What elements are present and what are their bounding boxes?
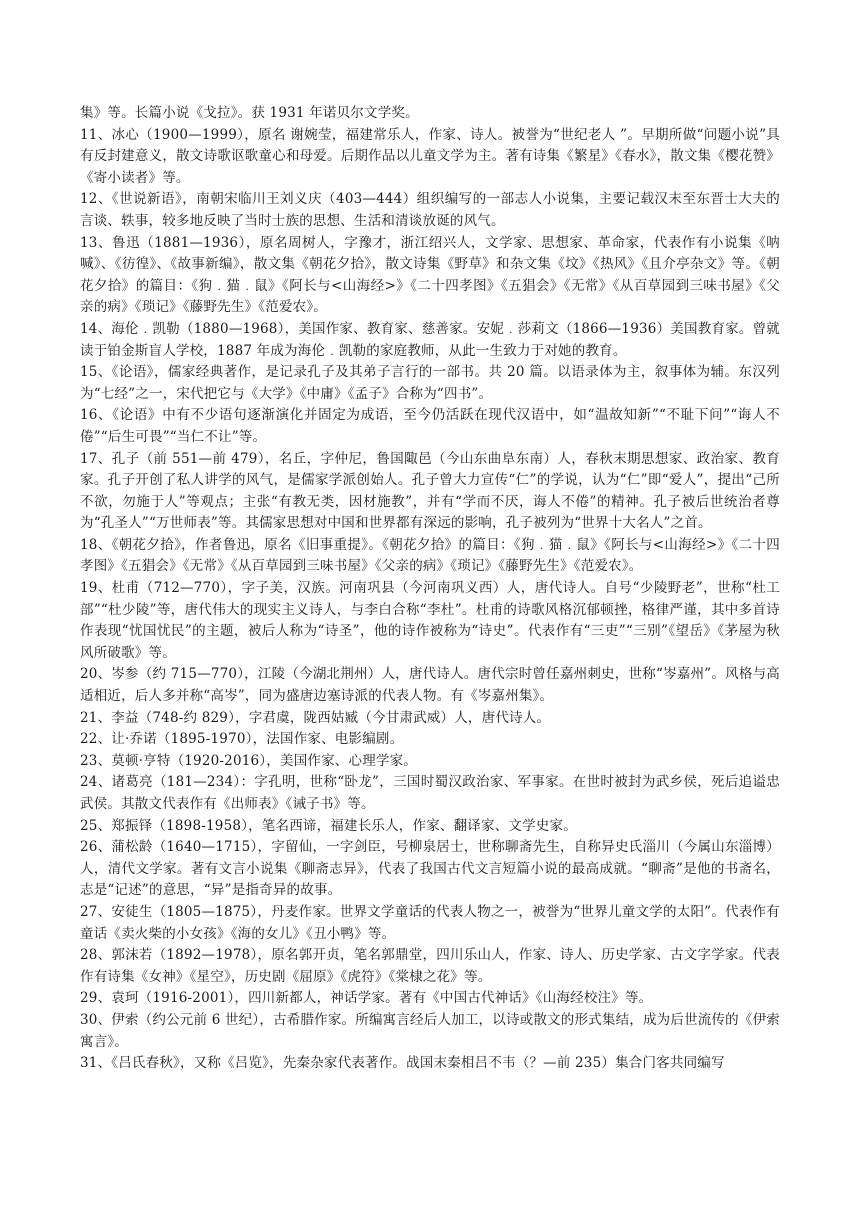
paragraph-item-25: 25、郑振铎（1898-1958），笔名西谛，福建长乐人，作家、翻译家、文学史家。	[80, 817, 577, 834]
paragraph-item-12: 12、《世说新语》，南朝宋临川王刘义庆（403—444）组织编写的一部志人小说集，主要记载汉末至东晋士大夫的言谈、轶事，较多地反映了当时士族的思想、生活和清谈放诞的风气。	[80, 191, 780, 229]
document-body	[80, 103, 780, 1075]
paragraph-continuation: 集》等。长篇小说《戈拉》。获 1931 年诺贝尔文学奖。	[80, 105, 419, 121]
paragraph-item-28: 28、郭沫若（1892—1978），原名郭开贞，笔名郭鼎堂，四川乐山人，作家、诗人、历史学家、古文字学家。代表作有诗集《女神》《星空》，历史剧《屈原》《虎符》《棠棣之花》等。	[80, 947, 780, 985]
paragraph-item-14: 14、海伦﹒凯勒（1880—1968），美国作家、教育家、慈善家。安妮﹒莎莉文（1866—1936）美国教育家。曾就读于铂金斯盲人学校，1887 年成为海伦﹒凯勒的家庭教师，从此一生致力于对她的教育。	[80, 320, 780, 359]
paragraph-item-23: 23、莫顿·亨特（1920-2016），美国作家、心理学家。	[80, 752, 417, 769]
paragraph-item-31: 31、《吕氏春秋》，又称《吕览》，先秦杂家代表著作。战国末秦相吕不韦（？—前 235）集合门客共同编写	[80, 1055, 725, 1072]
paragraph-item-16: 16、《论语》中有不少语句逐渐演化并固定为成语，至今仍活跃在现代汉语中，如“温故知新”“不耻下问”“诲人不倦”“后生可畏”“当仁不让”等。	[80, 407, 780, 445]
paragraph-item-29: 29、袁珂（1916-2001），四川新都人，神话学家。著有《中国古代神话》《山海经校注》等。	[80, 990, 653, 1007]
paragraph-item-11: 11、冰心（1900—1999），原名 谢婉莹，福建常乐人，作家、诗人。被誉为“世纪老人 ”。早期所做“问题小说”具有反封建意义，散文诗歌讴歌童心和母爱。后期作品以儿童文学为主。著有诗集《繁星》《春水》，散文集《樱花赞》《寄小读者》等。	[80, 126, 780, 186]
paragraph-item-15: 15、《论语》，儒家经典著作，是记录孔子及其弟子言行的一部书。共 20 篇。以语录体为主，叙事体为辅。东汉列为“七经”之一，宋代把它与《大学》《中庸》《孟子》合称为“四书”。	[80, 364, 780, 402]
paragraph-item-21: 21、李益（748-约 829），字君虞，陇西姑臧（今甘肃武威）人，唐代诗人。	[80, 709, 551, 726]
paragraph-item-19: 19、杜甫（712—770），字子美，汉族。河南巩县（今河南巩义西）人，唐代诗人。自号“少陵野老”，世称“杜工部”“杜少陵”等，唐代伟大的现实主义诗人，与李白合称“李杜”。杜甫的诗歌风格沉郁顿挫，格律严谨，其中多首诗作表现“忧国忧民”的主题，被后人称为“诗圣”，他的诗作被称为“诗史”。代表作有“三吏”“三别”《望岳》《茅屋为秋风所破歌》等。	[80, 580, 780, 661]
paragraph-item-17: 17、孔子（前 551—前 479），名丘，字仲尼，鲁国陬邑（今山东曲阜东南）人，春秋末期思想家、政治家、教育家。孔子开创了私人讲学的风气，是儒家学派创始人。孔子曾大力宣传“仁”的学说，认为“仁”即“爱人”，提出“己所不欲，勿施于人”等观点；主张“有教无类，因材施教”，并有“学而不厌，诲人不倦”的精神。孔子被后世统治者尊为“孔圣人”“万世师表”等。其儒家思想对中国和世界都有深远的影响，孔子被列为“世界十大名人”之首。	[80, 450, 780, 532]
paragraph-item-27: 27、安徒生（1805—1875），丹麦作家。世界文学童话的代表人物之一，被誉为“世界儿童文学的太阳”。代表作有童话《卖火柴的小女孩》《海的女儿》《丑小鸭》等。	[80, 903, 780, 942]
paragraph-item-26: 26、蒲松龄（1640—1715），字留仙，一字剑臣，号柳泉居士，世称聊斋先生，自称异史氏淄川（今属山东淄博）人，清代文学家。著有文言小说集《聊斋志异》，代表了我国古代文言短篇小说的最高成就。“聊斋”是他的书斋名，志是“记述”的意思，“异”是指奇异的故事。	[80, 839, 780, 899]
paragraph-item-20: 20、岑参（约 715—770），江陵（今湖北荆州）人，唐代诗人。唐代宗时曾任嘉州刺史，世称“岑嘉州”。风格与高适相近，后人多并称“高岑”，同为盛唐边塞诗派的代表人物。有《岑嘉州集》。	[80, 666, 780, 705]
paragraph-item-30: 30、伊索（约公元前 6 世纪），古希腊作家。所编寓言经后人加工，以诗或散文的形式集结，成为后世流传的《伊索寓言》。	[80, 1011, 780, 1050]
paragraph-item-18: 18、《朝花夕拾》，作者鲁迅，原名《旧事重提》。《朝花夕拾》的篇目：《狗﹒猫﹒鼠》《阿长与<山海经>》《二十四孝图》《五猖会》《无常》《从百草园到三味书屋》《父亲的病》《琐记》《藤野先生》《范爱农》。	[80, 536, 780, 575]
paragraph-item-13: 13、鲁迅（1881—1936），原名周树人，字豫才，浙江绍兴人，文学家、思想家、革命家，代表作有小说集《呐喊》、《彷徨》、《故事新编》，散文集《朝花夕拾》，散文诗集《野草》和杂文集《坟》《热风》《且介亭杂文》等。《朝花夕拾》的篇目：《狗﹒猫﹒鼠》《阿长与<山海经>》《二十四孝图》《五猖会》《无常》《从百草园到三味书屋》《父亲的病》《琐记》《藤野先生》《范爱农》。	[80, 234, 780, 316]
paragraph-item-24: 24、诸葛亮（181—234）：字孔明，世称“卧龙”，三国时蜀汉政治家、军事家。在世时被封为武乡侯，死后追谥忠武侯。其散文代表作有《出师表》《诫子书》等。	[80, 774, 780, 812]
paragraph-item-22: 22、让·乔诺（1895-1970），法国作家、电影编剧。	[80, 731, 404, 748]
